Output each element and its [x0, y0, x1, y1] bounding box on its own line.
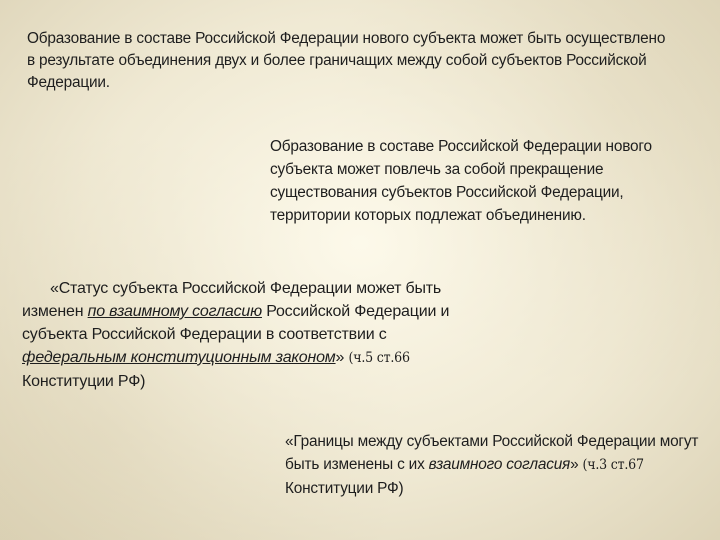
quote1-part4: Конституции РФ) [22, 373, 146, 390]
paragraph-merger-of-subjects [27, 28, 667, 94]
paragraph1-text: Образование в составе Российской Федерации нового субъекта может быть осуществлено в результате объединения двух и более граничащих между собой субъектов Российской Федерации. [27, 30, 666, 91]
quote2-article-ref: (ч.3 ст.67 [582, 457, 644, 473]
quote2-part2: » [570, 456, 583, 473]
quote1-article-ref: (ч.5 ст.66 [348, 350, 410, 366]
paragraph-termination-of-subjects [270, 135, 670, 227]
quote1-part1: «Статус субъекта Российской Федерации может быть изменен [22, 280, 442, 320]
quote1-emphasis-federal-law: федеральным конституционным законом [22, 349, 336, 366]
quote2-part1: «Границы между субъектами Российской Федерации могут быть изменены с их [285, 433, 699, 473]
paragraph2-text: Образование в составе Российской Федерации нового субъекта может повлечь за собой прекращение существования субъектов Российской Федерации, территории которых подлежат объединению. [270, 138, 652, 224]
quote2-emphasis-mutual-consent: взаимного согласия [428, 456, 571, 473]
quote-borders-change [285, 430, 705, 500]
quote-subject-status-change [22, 277, 462, 393]
quote1-emphasis-mutual-consent: по взаимному согласию [87, 303, 262, 320]
quote2-part3: Конституции РФ) [285, 480, 404, 497]
quote1-part3: » [335, 349, 349, 366]
quote1-part2: Российской Федерации и субъекта Российской Федерации в соответствии с [22, 303, 450, 343]
